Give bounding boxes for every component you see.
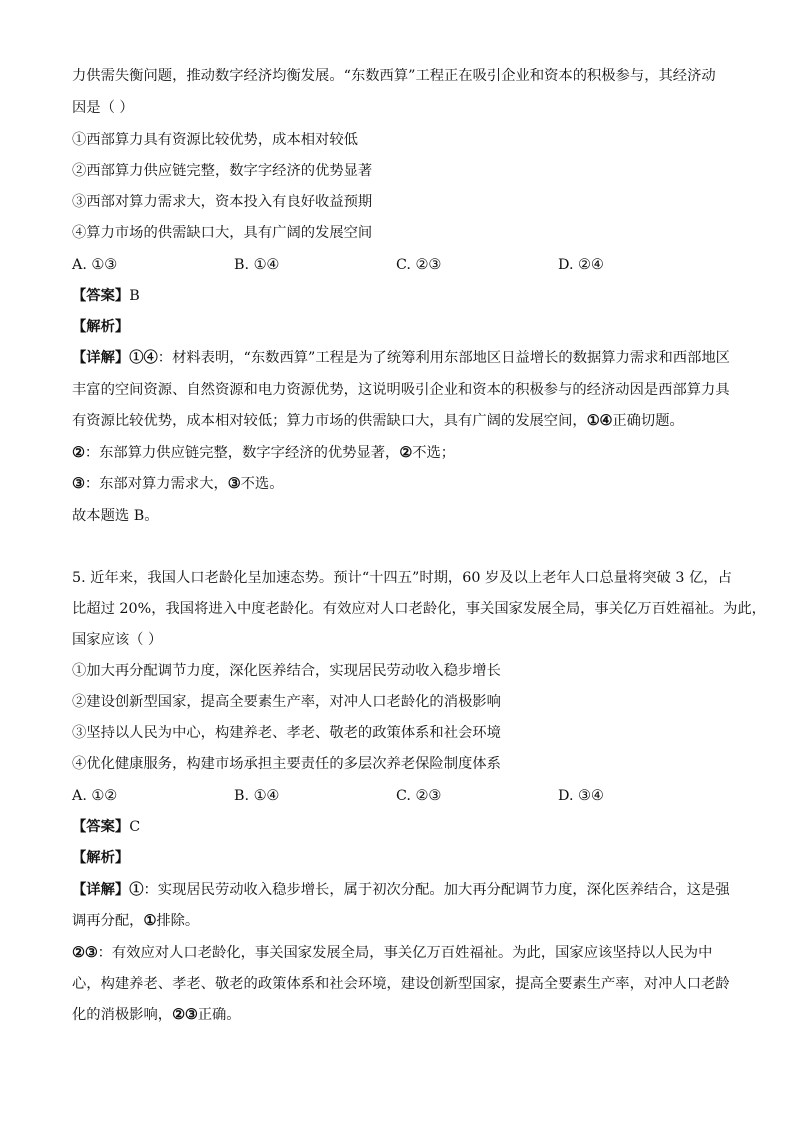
q4-detail-line-3 bbox=[72, 411, 732, 431]
q4-detail-line3-ref: ①④ bbox=[586, 413, 613, 429]
q4-reason-3-ref: ③ bbox=[72, 476, 85, 492]
q5-reason-23-text: ：有效应对人口老龄化，事关国家发展全局，事关亿万百姓福祉。为此，国家应该坚持以人民为中 bbox=[97, 945, 713, 961]
q4-detail-text-1: ：材料表明，“东数西算”工程是为了统筹利用东部地区日益增长的数据算力需求和西部地区 bbox=[157, 350, 730, 366]
q4-reason-2 bbox=[72, 443, 732, 463]
q5-reason-23-line3-ref: ②③ bbox=[172, 1007, 198, 1023]
q4-stem-line-2: 因是（ ） bbox=[72, 100, 134, 116]
q5-detail-ref: ① bbox=[129, 882, 144, 898]
q5-detail-line2-pre: 调再分配， bbox=[72, 913, 144, 929]
q4-reason-2-ref: ② bbox=[72, 445, 85, 461]
q5-answer-tag: 【答案】 bbox=[72, 819, 130, 835]
q4-detail-text-3: 有资源比较优势，成本相对较低；算力市场的供需缺口大，具有广阔的发展空间， bbox=[72, 413, 587, 429]
q5-detail-line2-ref: ① bbox=[143, 913, 157, 929]
q5-reason-23-ref: ②③ bbox=[72, 945, 98, 961]
q5-detail-line2-end: 排除。 bbox=[156, 913, 200, 929]
q4-reason-3 bbox=[72, 474, 732, 494]
q4-detail-ref: ①④ bbox=[129, 350, 158, 366]
q4-option-c: C. ②③ bbox=[396, 257, 442, 273]
q5-reason-23-line-3 bbox=[72, 1005, 732, 1025]
q5-item-2: ②建设创新型国家，提高全要素生产率，对冲人口老龄化的消极影响 bbox=[72, 694, 501, 710]
q4-item-2: ②西部算力供应链完整，数字字经济的优势显著 bbox=[72, 163, 373, 179]
q4-detail-line-1 bbox=[72, 348, 732, 368]
q4-stem-line-1: 力供需失衡问题，推动数字经济均衡发展。“东数西算”工程正在吸引企业和资本的积极参与，其经济动 bbox=[72, 68, 716, 84]
q4-conclusion: 故本题选 B。 bbox=[72, 508, 159, 524]
q4-reason-2-text: ：东部算力供应链完整，数字字经济的优势显著， bbox=[84, 445, 400, 461]
q4-detail-line3-end: 正确切题。 bbox=[612, 413, 684, 429]
q5-item-1: ①加大再分配调节力度，深化医养结合，实现居民劳动收入稳步增长 bbox=[72, 663, 501, 679]
q4-answer bbox=[72, 286, 732, 306]
q5-stem-line-1: 5. 近年来，我国人口老龄化呈加速态势。预计“十四五”时期，60 岁及以上老年人口总量将突破 3 亿，占 bbox=[72, 570, 732, 586]
q5-option-c: C. ②③ bbox=[396, 788, 442, 804]
q4-reason-2-end: 不选； bbox=[412, 445, 456, 461]
q5-option-d: D. ③④ bbox=[558, 788, 604, 804]
q5-stem-line-2: 比超过 20%，我国将进入中度老龄化。有效应对人口老龄化，事关国家发展全局，事关亿万百姓福祉。为此， bbox=[72, 601, 766, 617]
q4-option-a: A. ①③ bbox=[72, 257, 118, 273]
q4-item-1: ①西部算力具有资源比较优势，成本相对较低 bbox=[72, 132, 358, 148]
q4-reason-2-ref2: ② bbox=[399, 445, 413, 461]
q5-reason-23-line3-pre: 化的消极影响， bbox=[72, 1007, 173, 1023]
q5-detail-text-1: ：实现居民劳动收入稳步增长，属于初次分配。加大再分配调节力度，深化医养结合，这是强 bbox=[143, 882, 730, 898]
q4-item-4: ④算力市场的供需缺口大，具有广阔的发展空间 bbox=[72, 225, 373, 241]
q5-reason-23-line3-end: 正确。 bbox=[197, 1007, 241, 1023]
q4-item-3: ③西部对算力需求大，资本投入有良好收益预期 bbox=[72, 194, 373, 210]
q5-detail-line-1 bbox=[72, 880, 732, 900]
q5-stem-line-3: 国家应该（ ） bbox=[72, 632, 163, 648]
q4-option-d: D. ②④ bbox=[558, 257, 604, 273]
q4-reason-3-text: ：东部对算力需求大， bbox=[84, 476, 228, 492]
q4-reason-3-ref2: ③ bbox=[227, 476, 241, 492]
q5-option-a: A. ①② bbox=[72, 788, 118, 804]
q5-answer-value: C bbox=[129, 819, 141, 835]
q5-reason-23-line-1 bbox=[72, 943, 732, 963]
q4-option-b: B. ①④ bbox=[234, 257, 280, 273]
q5-reason-23-line-2: 心，构建养老、孝老、敬老的政策体系和社会环境，建设创新型国家，提高全要素生产率，对冲人口老龄 bbox=[72, 976, 730, 992]
q5-detail-tag: 【详解】 bbox=[72, 882, 130, 898]
q4-answer-tag: 【答案】 bbox=[72, 288, 130, 304]
q4-answer-value: B bbox=[129, 288, 140, 304]
q5-detail-line-2 bbox=[72, 911, 732, 931]
q5-answer bbox=[72, 817, 732, 837]
q4-analysis-tag bbox=[72, 317, 732, 337]
q4-detail-tag: 【详解】 bbox=[72, 350, 130, 366]
q5-item-4: ④优化健康服务，构建市场承担主要责任的多层次养老保险制度体系 bbox=[72, 756, 501, 772]
q4-analysis-label: 【解析】 bbox=[72, 319, 130, 335]
q5-analysis-label: 【解析】 bbox=[72, 850, 130, 866]
q5-item-3: ③坚持以人民为中心，构建养老、孝老、敬老的政策体系和社会环境 bbox=[72, 725, 501, 741]
q5-analysis-tag bbox=[72, 848, 732, 868]
q5-option-b: B. ①④ bbox=[234, 788, 280, 804]
q4-detail-line-2: 丰富的空间资源、自然资源和电力资源优势，这说明吸引企业和资本的积极参与的经济动因是西部算力具 bbox=[72, 382, 730, 398]
q4-reason-3-end: 不选。 bbox=[240, 476, 284, 492]
